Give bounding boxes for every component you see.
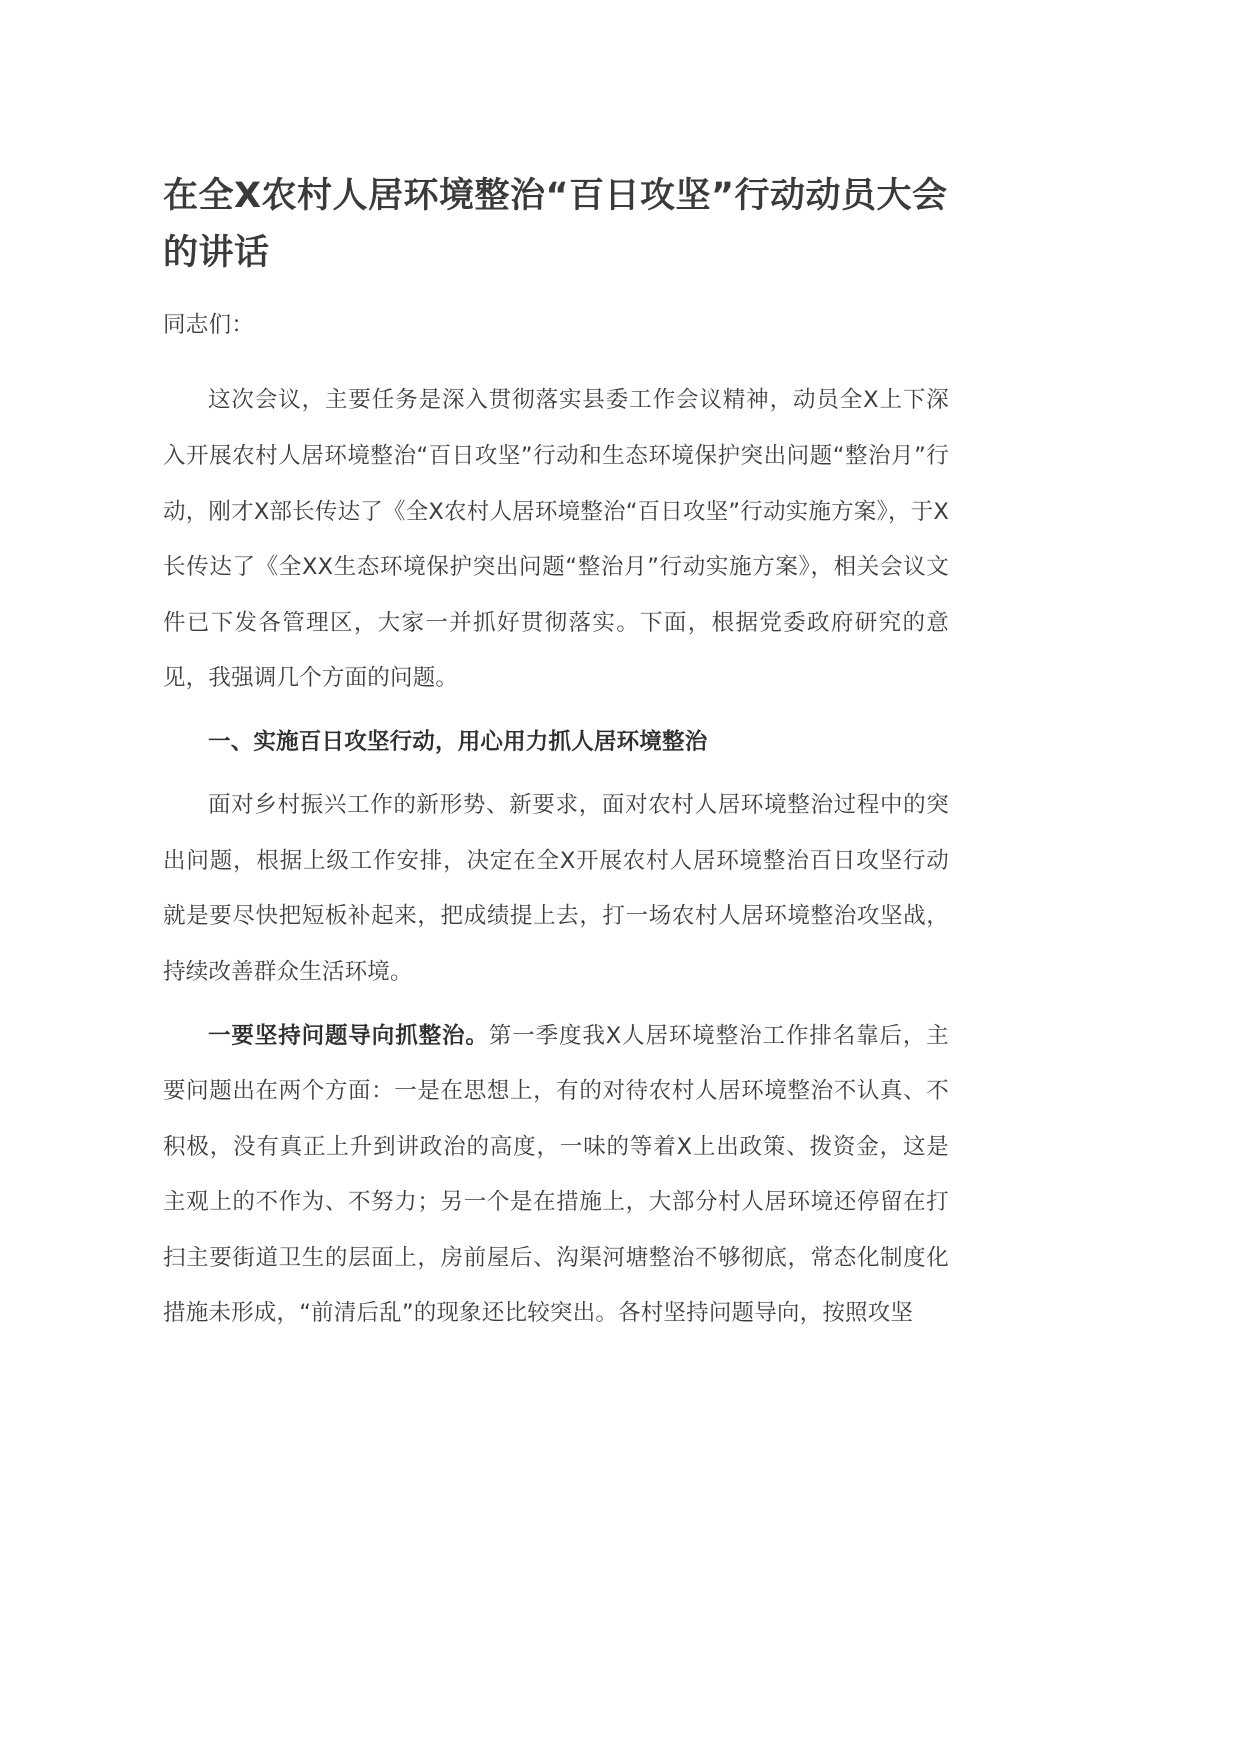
document-content — [163, 168, 949, 1350]
section-heading-1: 一、实施百日攻坚行动，用心用力抓人居环境整治 — [208, 728, 708, 755]
paragraph-body-text: 第一季度我X人居环境整治工作排名靠后，主要问题出在两个方面：一是在思想上，有的对待农村人居环境整治不认真、不积极，没有真正上升到讲政治的高度，一味的等着X上出政策、拨资金，这是主观上的不作为、不努力；另一个是在措施上，大部分村人居环境还停留在打扫主要街道卫生的层面上，房前屋后、沟渠河塘整治不够彻底，常态化制度化措施未形成，“前清后乱”的现象还比较突出。各村坚持问题导向，按照攻坚 — [163, 1022, 949, 1327]
page-title: 在全X农村人居环境整治“百日攻坚”行动动员大会的讲话 — [163, 176, 948, 273]
paragraph-lead-bold: 一要坚持问题导向抓整治。 — [208, 1022, 489, 1049]
paragraph-section-1-1: 面对乡村振兴工作的新形势、新要求，面对农村人居环境整治过程中的突出问题，根据上级工作安排，决定在全X开展农村人居环境整治百日攻坚行动就是要尽快把短板补起来，把成绩提上去，打一场农村人居环境整治攻坚战，持续改善群众生活环境。 — [163, 792, 949, 985]
salutation: 同志们： — [163, 312, 255, 339]
paragraph-intro: 这次会议，主要任务是深入贯彻落实县委工作会议精神，动员全X上下深入开展农村人居环境整治“百日攻坚”行动和生态环境保护突出问题“整治月”行动，刚才X部长传达了《全X农村人居环境整治“百日攻坚”行动实施方案》，于X长传达了《全XX生态环境保护突出问题“整治月”行动实施方案》，相关会议文件已下发各管理区，大家一并抓好贯彻落实。下面，根据党委政府研究的意见，我强调几个方面的问题。 — [163, 387, 949, 692]
paragraph-section-1-2 — [163, 1009, 949, 1342]
